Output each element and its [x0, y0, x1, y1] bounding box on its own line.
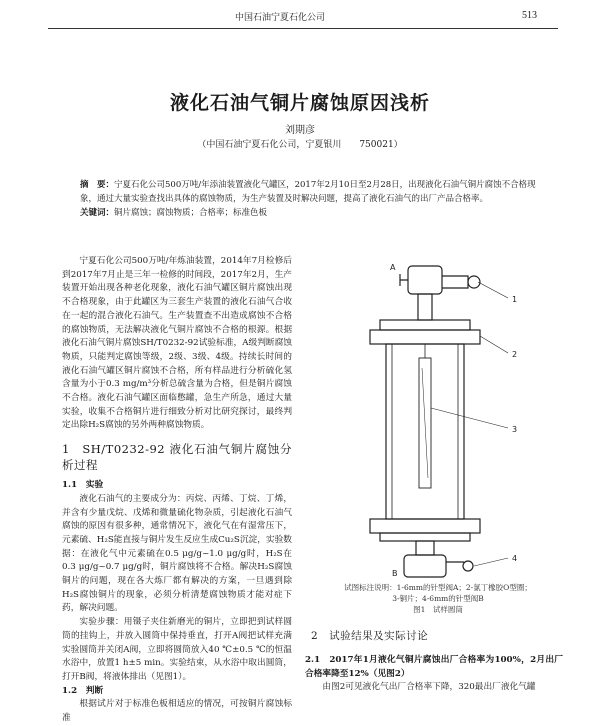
subsection-1-2-heading: 1.2 判断: [62, 685, 104, 696]
abstract-block: [80, 178, 550, 220]
valve-a-handle: [442, 276, 468, 288]
cylinder-wall-inner: [392, 344, 458, 519]
abstract: [80, 178, 550, 206]
abstract-text: 宁夏石化公司500万吨/年添油装置液化气罐区，2017年2月10日至2月28日，出现液化石油气铜片腐蚀不合格现象，通过大量实验查找出具体的腐蚀物质，为生产装置及时解决问题，提高了液化石油气的出厂产品合格率。: [80, 180, 536, 204]
valve-a-body: [408, 266, 442, 294]
sample-cylinder-diagram: [318, 258, 553, 588]
section-2-heading: 2 试验结果及实际讨论: [311, 630, 429, 642]
author: 刘期彦: [285, 125, 315, 136]
top-flange: [380, 320, 470, 330]
intro-paragraph: 宁夏石化公司500万吨/年炼油装置，2014年7月检修后到2017年7月止是三年一检修的时间段，2017年2月，生产装置开始出现各种老化现象，液化石油气罐区铜片腐蚀出现不合格现象，由于此罐区为三套生产装置的液化石油气合收在一起的混合液化石油气。生产装置查不出造成腐蚀不合格的腐蚀物质，无法解决液化气铜片腐蚀不合格的根源。根据液化石油气铜片腐蚀SH/T0232-92试验标准，A级判断腐蚀物质，只能判定腐蚀等级，2级、3级、4级。持续长时间的液化石油气罐区铜片腐蚀不合格，所有样品进行分析硫化氢含量为小于0.3 mg/m³分析总硫含量为合格，但是铜片腐蚀不合格。液化石油气罐区面临憋罐，急生产所急，通过大量实验，收集不合格铜片进行细致分析对比研究探讨，最终判定出除H₂S腐蚀的另外两种腐蚀物质。: [62, 256, 292, 431]
label-valve-b: B: [392, 569, 398, 578]
journal-name: 中国石油宁夏石化公司: [235, 13, 326, 23]
label-1: 1: [512, 295, 518, 304]
section-1-heading: 1 SH/T0232-92 液化石油气铜片腐蚀分析过程: [62, 442, 292, 473]
keywords: [80, 206, 550, 220]
caption-line-2: 3-铜片；4-6mm的针型阀B: [392, 594, 484, 603]
valve-b-body: [404, 555, 446, 577]
caption-line-3: 图1 试样圆筒: [413, 605, 463, 614]
keywords-text: 铜片腐蚀；腐蚀物质；合格率；标准色板: [114, 208, 268, 218]
valve-b-stem: [416, 541, 434, 555]
strip-shading: [422, 368, 428, 478]
abstract-label: 摘 要：: [80, 180, 115, 190]
running-header: [0, 10, 600, 24]
valve-a-stem: [418, 294, 432, 320]
valve-a-inlet: [400, 274, 408, 286]
paragraph-1-1: 液化石油气的主要成分为：丙烷、丙烯、丁烷、丁烯，并含有少量戊烷、戊烯和微量硫化物杂质，引起液化石油气腐蚀的原因有很多种，通常情况下，液化气在有湿常压下，元素硫、H₂S能直接与铜片发生反应生成Cu₂S沉淀，实验数据：在液化气中元素硫在0.5 μg/g~1.0 μg/g时，H₂S在0.3 μg/g~0.7 μg/g时，铜片腐蚀将不合格。解决H₂S腐蚀铜片的问题，现在各大炼厂都有解决的方案，一旦遇到除H₂S腐蚀铜片的现象，必须分析清楚腐蚀物质才能对症下药，解决问题。: [62, 493, 292, 614]
paragraph-1-2: 根据试片对于标准色板相适应的情况，可按铜片腐蚀标准: [62, 699, 292, 724]
label-4: 4: [512, 554, 518, 563]
cylinder-wall-outer: [386, 344, 464, 519]
page-number: 513: [522, 10, 537, 21]
right-column: [305, 628, 563, 695]
keywords-label: 关键词：: [80, 208, 115, 218]
leader-4: [474, 558, 508, 566]
bottom-cap: [370, 519, 480, 533]
affiliation: （中国石油宁夏石化公司，宁夏银川 750021）: [197, 140, 403, 150]
leader-1: [478, 282, 508, 298]
leader-3: [431, 408, 508, 428]
leader-2: [480, 336, 508, 353]
subsection-2-1-heading: 2.1 2017年1月液化气铜片腐蚀出厂合格率为100%，2月出厂合格率降至12%（见图2）: [305, 655, 563, 679]
header-rule: [48, 28, 558, 29]
figure-1: [318, 258, 553, 588]
paragraph-1-1-steps: 实验步骤：用镊子夹住新磨光的铜片，立即把到试样圆筒的挂钩上，并放入圆筒中保持垂直，打开A阀把试样充满实验圆筒并关闭A阀，立即将圆筒放入40 ℃±0.5 ℃的恒温水浴中，放置1 h±5 min。实验结束，从水浴中取出圆筒，打开B阀，将液体排出（见图1）。: [62, 617, 292, 682]
label-3: 3: [512, 425, 518, 434]
subsection-1-1-heading: 1.1 实验: [62, 480, 104, 491]
bottom-flange: [380, 533, 470, 541]
label-valve-a: A: [390, 263, 396, 272]
article-title: 液化石油气铜片腐蚀原因浅析: [169, 92, 430, 114]
figure-caption: [318, 582, 558, 615]
label-2: 2: [512, 350, 518, 359]
caption-line-1: 试图标注说明：1-6mm的针型阀A；2-氯丁橡胶O型圈；: [344, 583, 532, 592]
valve-b-knob: [463, 561, 473, 571]
left-column: [62, 255, 292, 726]
paragraph-2-1: 由图2可见液化气出厂合格率下降，320最出厂液化气罐: [322, 682, 536, 693]
top-cap: [370, 330, 480, 344]
